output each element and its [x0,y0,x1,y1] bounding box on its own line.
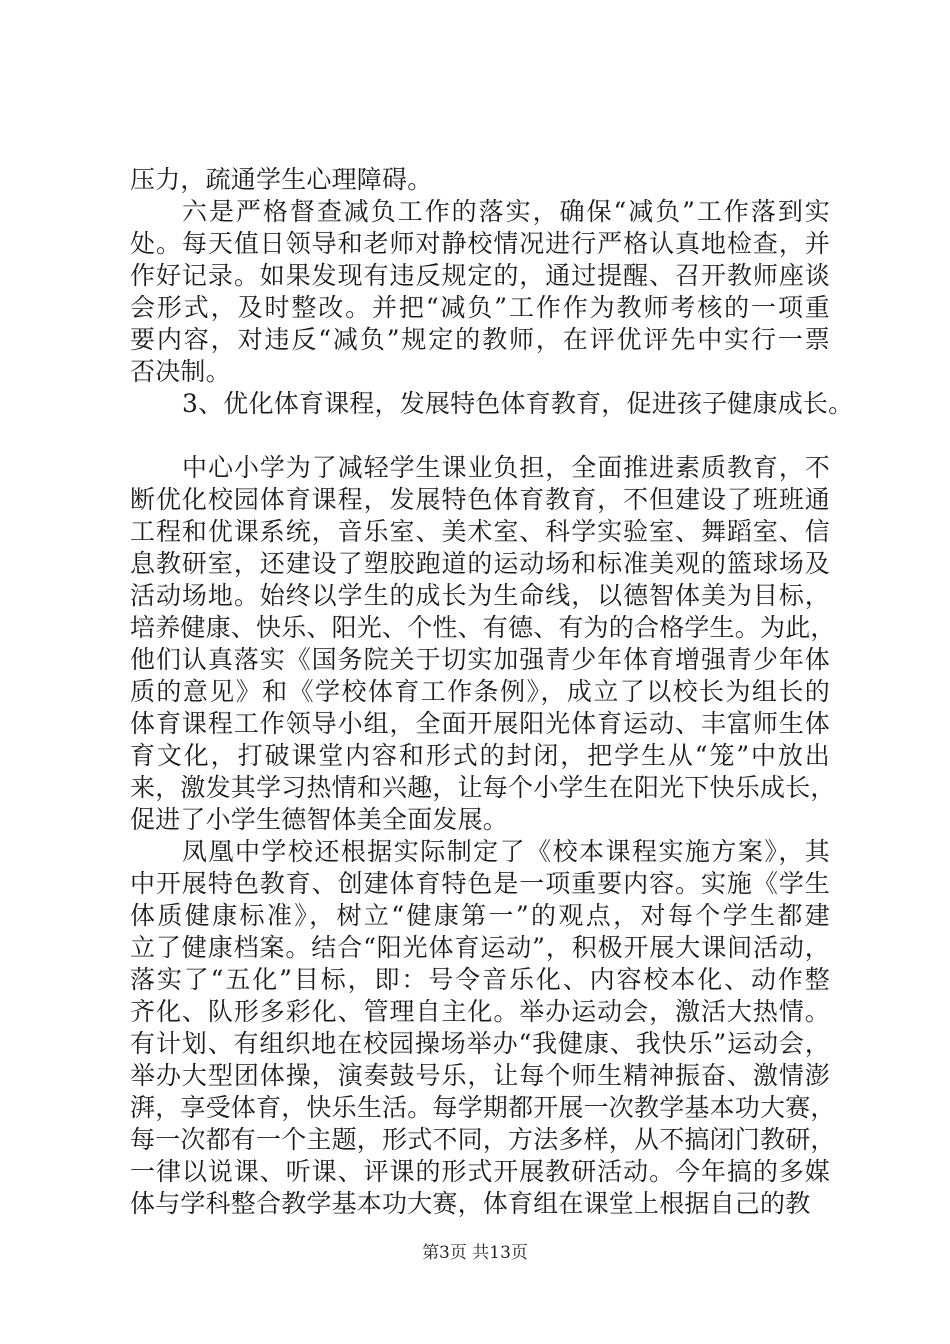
text-line: 促进了小学生德智体美全面发展。 [130,805,509,834]
paragraph-p5 [130,836,836,1220]
text-line: 落实了“五化”目标，即：号令音乐化、内容校本化、动作整 [130,965,830,994]
text-line: 否决制。 [130,357,231,386]
text-line: 凤凰中学校还根据实际制定了《校本课程实施方案》，其 [182,837,830,866]
paragraph-gap [130,420,830,452]
text-line: 立了健康档案。结合“阳光体育运动”，积极开展大课间活动， [130,933,830,962]
text-line: 培养健康、快乐、阳光、个性、有德、有为的合格学生。为此， [130,613,836,642]
text-line: 育文化，打破课堂内容和形式的封闭，把学生从“笼”中放出 [130,741,830,770]
text-line: 每一次都有一个主题，形式不同，方法多样，从不搞闭门教研， [130,1125,836,1154]
text-line: 六是严格督查减负工作的落实，确保“减负”工作落到实 [182,197,830,226]
page-footer: 第3页 共13页 [422,1243,528,1263]
text-line: 齐化、队形多彩化、管理自主化。举办运动会，激活大热情。 [130,997,830,1026]
text-line: 工程和优课系统，音乐室、美术室、科学实验室、舞蹈室、信 [130,517,830,546]
text-line: 体质健康标准》，树立“健康第一”的观点，对每个学生都建 [130,901,830,930]
text-line: 体育课程工作领导小组，全面开展阳光体育运动、丰富师生体 [130,709,830,738]
text-line: 作好记录。如果发现有违反规定的，通过提醒、召开教师座谈 [130,261,830,290]
text-line: 断优化校园体育课程，发展特色体育教育，不但建设了班班通 [130,485,830,514]
text-line: 一律以说课、听课、评课的形式开展教研活动。今年搞的多媒 [130,1157,830,1186]
document-body [130,164,854,1220]
text-line: 湃，享受体育，快乐生活。每学期都开展一次教学基本功大赛， [130,1093,836,1122]
text-line: 处。每天值日领导和老师对静校情况进行严格认真地检查，并 [130,229,830,258]
text-line: 举办大型团体操，演奏鼓号乐，让每个师生精神振奋、激情澎 [130,1061,830,1090]
paragraph-p3 [130,388,854,420]
text-line: 来，激发其学习热情和兴趣，让每个小学生在阳光下快乐成长， [130,773,836,802]
text-line: 中开展特色教育、创建体育特色是一项重要内容。实施《学生 [130,869,830,898]
text-line: 中心小学为了减轻学生课业负担，全面推进素质教育，不 [182,453,830,482]
text-line: 3、优化体育课程，发展特色体育教育，促进孩子健康成长。 [182,389,854,418]
text-line: 他们认真落实《国务院关于切实加强青少年体育增强青少年体 [130,645,830,674]
text-line: 体与学科整合教学基本功大赛，体育组在课堂上根据自己的教 [130,1189,811,1218]
text-line: 活动场地。始终以学生的成长为生命线，以德智体美为目标， [130,581,830,610]
text-line: 会形式，及时整改。并把“减负”工作作为教师考核的一项重 [130,293,830,322]
paragraph-p4 [130,452,836,836]
text-line: 要内容，对违反“减负”规定的教师，在评优评先中实行一票 [130,325,830,354]
text-line: 有计划、有组织地在校园操场举办“我健康、我快乐”运动会， [130,1029,830,1058]
paragraph-p2 [130,196,830,388]
text-line: 质的意见》和《学校体育工作条例》，成立了以校长为组长的 [130,677,830,706]
paragraph-p1 [130,164,830,196]
text-line: 压力，疏通学生心理障碍。 [130,165,433,194]
text-line: 息教研室，还建设了塑胶跑道的运动场和标准美观的篮球场及 [130,549,830,578]
